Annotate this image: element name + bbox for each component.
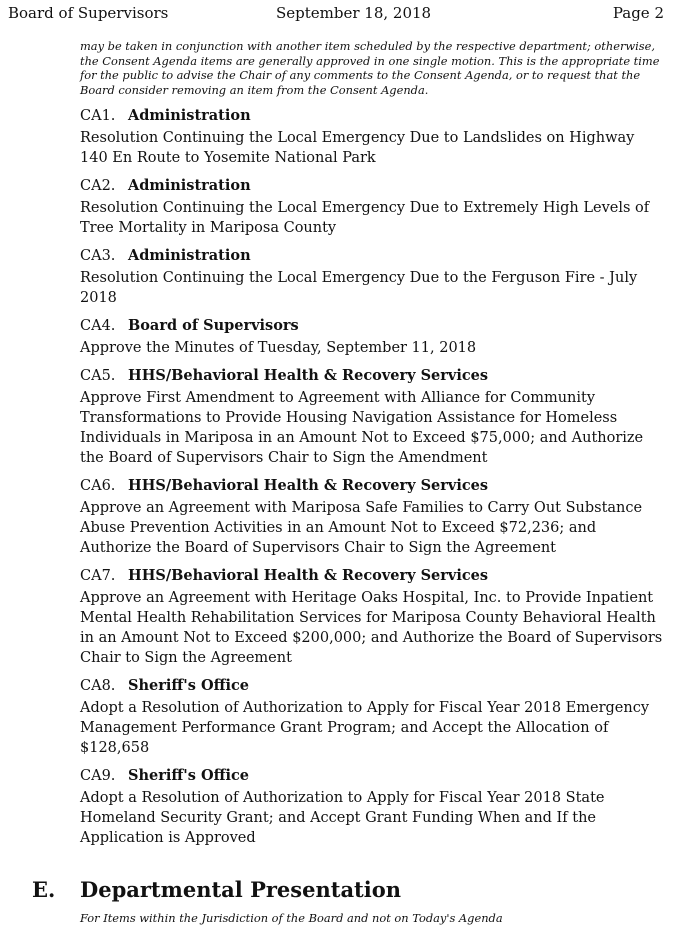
section-letter: E.	[32, 877, 56, 902]
section-subtitle: For Items within the Jurisdiction of the Board and not on Today's Agenda	[80, 911, 503, 925]
item-description: Resolution Continuing the Local Emergency Due to Extremely High Levels of Tree Mortality in Mariposa County	[80, 200, 650, 236]
agenda-item-ca7	[80, 564, 665, 668]
item-description: Approve an Agreement with Mariposa Safe Families to Carry Out Substance Abuse Prevention Activities in an Amount Not to Exceed $72,236; and Authorize the Board of Supervisors Chair to Sign the Agreement	[80, 500, 643, 556]
header-date: September 18, 2018	[276, 4, 432, 22]
item-department: HHS/Behavioral Health & Recovery Services	[128, 477, 489, 494]
agenda-item-ca8	[80, 674, 665, 758]
consent-agenda-items	[80, 104, 665, 854]
item-description: Approve First Amendment to Agreement with Alliance for Community Transformations to Provide Housing Navigation Assistance for Homeless Individuals in Mariposa in an Amount Not to Exceed $75,000; and Authorize the Board of Supervisors Chair to Sign the Amendment	[80, 390, 644, 466]
agenda-item-ca5	[80, 364, 665, 468]
agenda-item-ca3	[80, 244, 665, 308]
item-description: Resolution Continuing the Local Emergency Due to the Ferguson Fire - July 2018	[80, 270, 638, 306]
item-department: Board of Supervisors	[128, 317, 299, 334]
item-number: CA3.	[80, 248, 116, 264]
item-number: CA5.	[80, 368, 116, 384]
item-description: Adopt a Resolution of Authorization to Apply for Fiscal Year 2018 State Homeland Security Grant; and Accept Grant Funding When and If the Application is Approved	[80, 790, 605, 846]
item-description: Approve an Agreement with Heritage Oaks Hospital, Inc. to Provide Inpatient Mental Health Rehabilitation Services for Mariposa County Behavioral Health in an Amount Not to Exceed $200,000; and Authorize the Board of Supervisors Chair to Sign the Agreement	[80, 590, 663, 666]
agenda-item-ca4	[80, 314, 665, 358]
agenda-item-ca9	[80, 764, 665, 848]
item-department: Administration	[128, 247, 251, 264]
item-number: CA4.	[80, 318, 116, 334]
item-number: CA8.	[80, 678, 116, 694]
item-department: Sheriff's Office	[128, 677, 250, 694]
item-department: HHS/Behavioral Health & Recovery Services	[128, 567, 489, 584]
section-heading	[32, 877, 652, 902]
item-description: Adopt a Resolution of Authorization to Apply for Fiscal Year 2018 Emergency Management Performance Grant Program; and Accept the Allocation of $128,658	[80, 700, 650, 756]
item-department: HHS/Behavioral Health & Recovery Services	[128, 367, 489, 384]
item-number: CA1.	[80, 108, 116, 124]
item-description: Approve the Minutes of Tuesday, September 11, 2018	[80, 340, 477, 356]
page-header	[8, 4, 664, 24]
agenda-item-ca6	[80, 474, 665, 558]
header-page-number: Page 2	[612, 4, 664, 22]
header-org: Board of Supervisors	[8, 4, 169, 22]
item-number: CA9.	[80, 768, 116, 784]
agenda-item-ca1	[80, 104, 665, 168]
item-number: CA2.	[80, 178, 116, 194]
item-department: Administration	[128, 177, 251, 194]
item-number: CA6.	[80, 478, 116, 494]
item-department: Sheriff's Office	[128, 767, 250, 784]
agenda-item-ca2	[80, 174, 665, 238]
item-description: Resolution Continuing the Local Emergency Due to Landslides on Highway 140 En Route to Yosemite National Park	[80, 130, 635, 166]
section-title: Departmental Presentation	[80, 877, 401, 902]
consent-agenda-intro: may be taken in conjunction with another item scheduled by the respective department; otherwise, the Consent Agenda items are generally approved in one single motion. This is the appropriate time for the public to advise the Chair of any comments to the Consent Agenda, or to request that the Board consider removing an item from the Consent Agenda.	[80, 39, 660, 97]
item-department: Administration	[128, 107, 251, 124]
item-number: CA7.	[80, 568, 116, 584]
